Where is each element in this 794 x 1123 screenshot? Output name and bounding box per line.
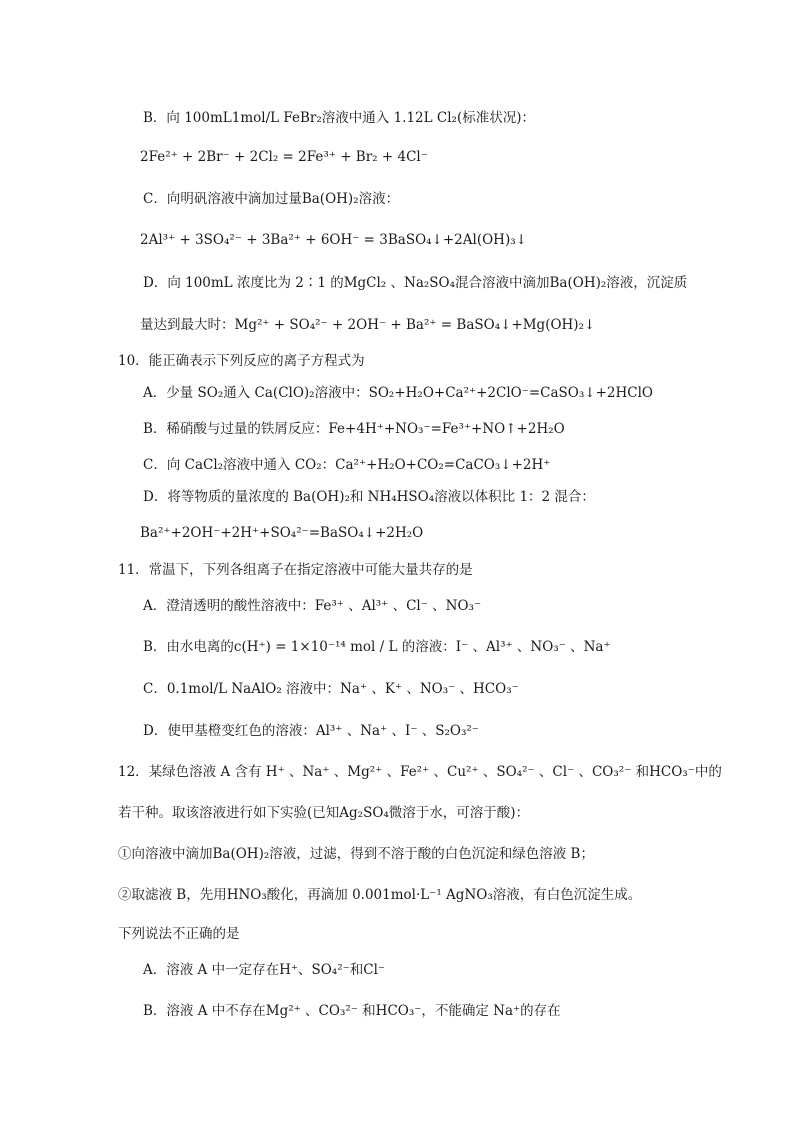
q11-option-a: A．澄清透明的酸性溶液中：Fe³⁺ 、Al³⁺ 、Cl⁻ 、NO₃⁻ xyxy=(143,598,482,614)
question-12-stem: 12．某绿色溶液 A 含有 H⁺ 、Na⁺ 、Mg²⁺ 、Fe²⁺ 、Cu²⁺ 、SO₄²⁻ 、Cl⁻ 、CO₃²⁻ 和HCO₃⁻中的 xyxy=(118,764,722,780)
q10-option-d: D．将等物质的量浓度的 Ba(OH)₂和 NH₄HSO₄溶液以体积比 1：2 混合： xyxy=(143,489,595,505)
question-12-stem-continued: 若干种。取该溶液进行如下实验(已知Ag₂SO₄微溶于水，可溶于酸)： xyxy=(118,805,530,821)
q9-option-d-continued: 量达到最大时：Mg²⁺ + SO₄²⁻ + 2OH⁻ + Ba²⁺ = BaSO₄↓+Mg(OH)₂↓ xyxy=(140,317,596,333)
q9-option-c: C．向明矾溶液中滴加过量Ba(OH)₂溶液： xyxy=(143,191,400,207)
q9-option-c-equation: 2Al³⁺ + 3SO₄²⁻ + 3Ba²⁺ + 6OH⁻ = 3BaSO₄↓+2Al(OH)₃↓ xyxy=(140,232,527,248)
question-10-stem: 10．能正确表示下列反应的离子方程式为 xyxy=(118,353,365,369)
q9-option-b-equation: 2Fe²⁺ + 2Br⁻ + 2Cl₂ = 2Fe³⁺ + Br₂ + 4Cl⁻ xyxy=(140,149,428,165)
q12-experiment-step-1: ①向溶液中滴加Ba(OH)₂溶液，过滤，得到不溶于酸的白色沉淀和绿色溶液 B； xyxy=(118,846,594,862)
q12-prompt: 下列说法不正确的是 xyxy=(118,926,240,942)
q9-option-b: B．向 100mL1mol/L FeBr₂溶液中通入 1.12L Cl₂(标准状况)： xyxy=(143,110,535,126)
q12-option-a: A．溶液 A 中一定存在H⁺、SO₄²⁻和Cl⁻ xyxy=(143,962,386,978)
question-11-stem: 11．常温下，下列各组离子在指定溶液中可能大量共存的是 xyxy=(118,562,473,578)
q10-option-c: C．向 CaCl₂溶液中通入 CO₂：Ca²⁺+H₂O+CO₂=CaCO₃↓+2H⁺ xyxy=(143,457,551,473)
q11-option-b: B．由水电离的c(H⁺) = 1×10⁻¹⁴ mol / L 的溶液：I⁻ 、Al³⁺ 、NO₃⁻ 、Na⁺ xyxy=(143,639,611,655)
q9-option-d: D．向 100mL 浓度比为 2∶1 的MgCl₂ 、Na₂SO₄混合溶液中滴加Ba(OH)₂溶液，沉淀质 xyxy=(143,275,688,291)
q12-experiment-step-2: ②取滤液 B，先用HNO₃酸化，再滴加 0.001mol·L⁻¹ AgNO₃溶液，有白色沉淀生成。 xyxy=(118,887,642,903)
q11-option-c: C．0.1mol/L NaAlO₂ 溶液中：Na⁺ 、K⁺ 、NO₃⁻ 、HCO₃⁻ xyxy=(143,681,519,697)
q12-option-b: B．溶液 A 中不存在Mg²⁺ 、CO₃²⁻ 和HCO₃⁻，不能确定 Na⁺的存在 xyxy=(143,1003,561,1019)
q10-option-b: B．稀硝酸与过量的铁屑反应：Fe+4H⁺+NO₃⁻=Fe³⁺+NO↑+2H₂O xyxy=(143,421,565,437)
q10-option-a: A．少量 SO₂通入 Ca(ClO)₂溶液中：SO₂+H₂O+Ca²⁺+2ClO⁻=CaSO₃↓+2HClO xyxy=(143,385,653,401)
q11-option-d: D．使甲基橙变红色的溶液：Al³⁺ 、Na⁺ 、I⁻ 、S₂O₃²⁻ xyxy=(143,723,479,739)
q10-option-d-equation: Ba²⁺+2OH⁻+2H⁺+SO₄²⁻=BaSO₄↓+2H₂O xyxy=(140,525,424,541)
